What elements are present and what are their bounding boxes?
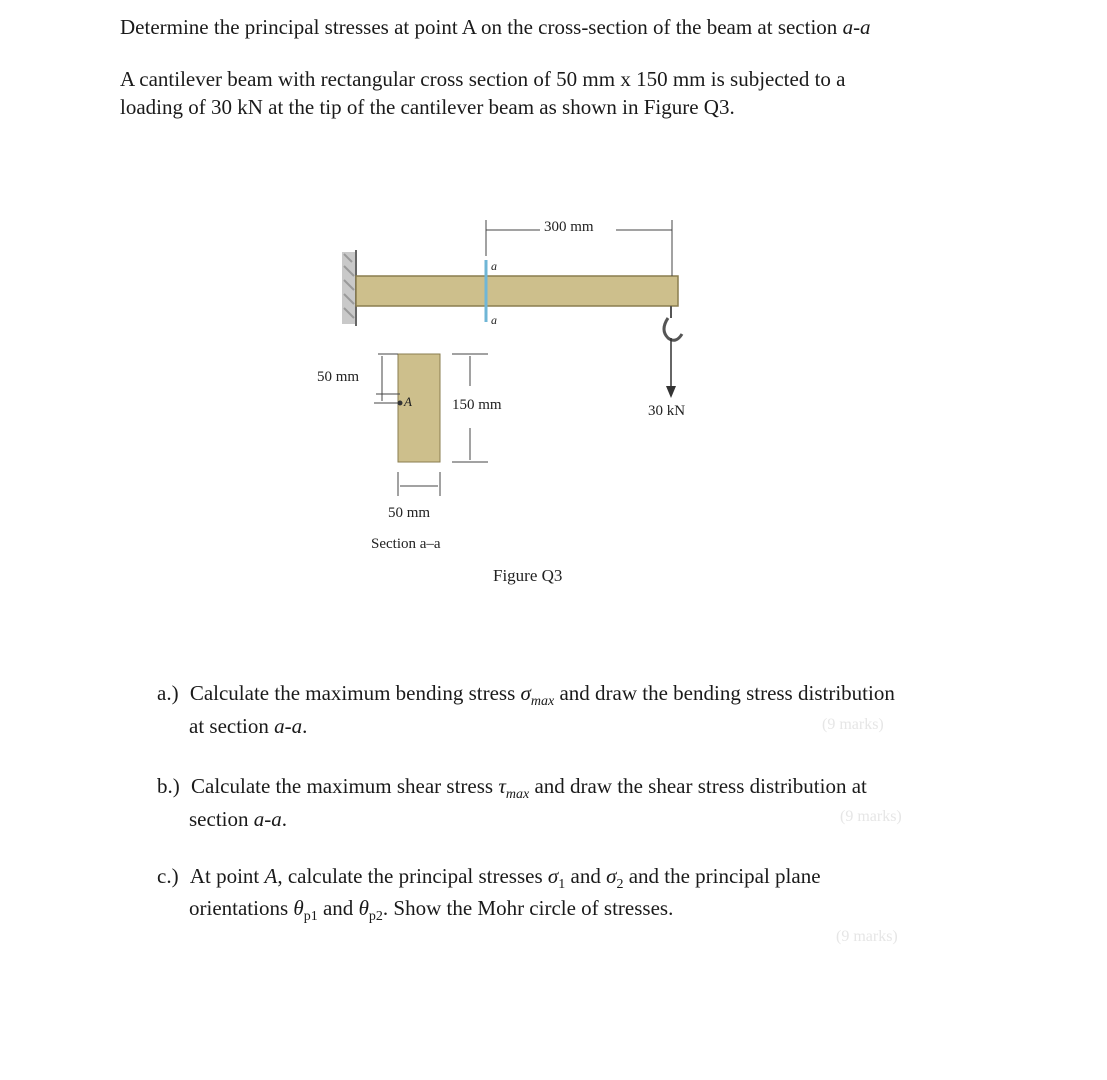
part-a-marks: (9 marks)	[822, 716, 884, 733]
section-caption: Section a–a	[371, 536, 441, 552]
height-dimension-label: 150 mm	[452, 397, 502, 413]
sigma1-symbol: σ	[547, 864, 559, 888]
part-b-line-2	[189, 806, 287, 832]
intro-line-1: A cantilever beam with rectangular cross section of 50 mm x 150 mm is subjected to a	[120, 67, 846, 91]
part-c-text-1: At point	[189, 864, 265, 888]
sigma1-subscript: 1	[558, 877, 566, 893]
tau-symbol: τ	[498, 774, 506, 798]
part-b-text-2: section	[189, 807, 254, 831]
width-dimension	[398, 472, 440, 496]
part-b-period: .	[281, 807, 287, 831]
sigma-subscript: max	[530, 694, 555, 710]
section-mark-top: a	[491, 259, 497, 273]
theta2-subscript: p2	[368, 909, 383, 925]
question-title-text: Determine the principal stresses at point A on the cross-section of the beam at section	[120, 15, 843, 39]
part-b-label: b.)	[157, 774, 180, 798]
section-mark-bottom: a	[491, 313, 497, 327]
intro-line-2: loading of 30 kN at the tip of the cantilever beam as shown in Figure Q3.	[120, 95, 735, 119]
part-a-text: Calculate the maximum bending stress	[189, 681, 521, 705]
part-b-line-1	[157, 773, 867, 808]
part-b-text: Calculate the maximum shear stress	[191, 774, 499, 798]
part-b-section: a-a	[253, 807, 282, 831]
part-c-line2-text-1: orientations	[189, 896, 294, 920]
part-c-line-2	[189, 895, 673, 930]
part-c-text-4: and the principal plane	[623, 864, 821, 888]
question-title-section: a-a	[842, 15, 871, 39]
top-offset-dimension	[374, 354, 400, 403]
point-a-label: A	[404, 394, 412, 409]
theta1-symbol: θ	[293, 896, 304, 920]
theta2-symbol: θ	[358, 896, 369, 920]
part-c-line2-text-3: . Show the Mohr circle of stresses.	[382, 896, 674, 920]
load-arrow	[666, 338, 676, 398]
part-c-text-3: and	[565, 864, 607, 888]
sigma2-symbol: σ	[606, 864, 617, 888]
part-c-line2-text-2: and	[317, 896, 359, 920]
part-a-section: a-a	[274, 714, 303, 738]
part-a-text-suffix: and draw the bending stress distribution	[554, 681, 895, 705]
part-c-line-1	[157, 863, 821, 898]
part-b-text-suffix: and draw the shear stress distribution at	[529, 774, 867, 798]
part-c-marks: (9 marks)	[836, 928, 898, 945]
part-c-point: A	[264, 864, 278, 888]
part-a-text-2: at section	[189, 714, 275, 738]
part-a-period: .	[302, 714, 308, 738]
figure-caption: Figure Q3	[493, 566, 563, 585]
load-label: 30 kN	[648, 403, 686, 419]
span-dimension-label: 300 mm	[544, 219, 594, 235]
point-a-marker	[398, 401, 403, 406]
theta1-subscript: p1	[303, 909, 318, 925]
part-b-marks: (9 marks)	[840, 808, 902, 825]
part-c-text-2: , calculate the principal stresses	[277, 864, 548, 888]
sigma2-subscript: 2	[616, 877, 624, 893]
cantilever-beam	[356, 276, 678, 306]
part-a-label: a.)	[157, 681, 179, 705]
top-offset-label: 50 mm	[317, 369, 360, 385]
width-dimension-label: 50 mm	[388, 505, 431, 521]
sigma-symbol: σ	[520, 681, 531, 705]
wall-support	[342, 250, 356, 326]
hook-icon	[664, 306, 682, 340]
tau-subscript: max	[505, 787, 530, 803]
part-c-label: c.)	[157, 864, 179, 888]
part-a-line-1	[157, 680, 895, 715]
part-a-line-2	[189, 713, 307, 739]
